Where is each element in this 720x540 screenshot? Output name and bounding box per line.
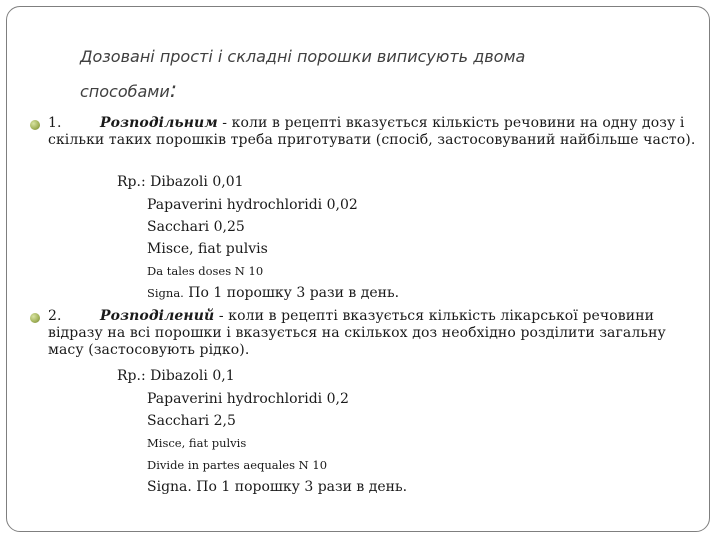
item-2-text: - коли в рецепті вказується кількість лікарської речовини відразу на всі порошки і вказується на скількох доз необхідно розділити загальну масу (застосовують рідко). <box>48 308 666 358</box>
item-1-signa-label: Signa. <box>147 286 184 300</box>
item-2-signa: Signa. По 1 порошку 3 рази в день. <box>147 479 408 495</box>
bullet-icon-1 <box>30 120 40 130</box>
item-2-ingredient: Sacchari 2,5 <box>147 413 236 429</box>
title-line-2: способами <box>80 82 170 101</box>
item-1-paragraph <box>48 115 700 149</box>
bullet-icon-2 <box>30 313 40 323</box>
item-2-rx: Rp.: Dibazoli 0,1 <box>117 368 235 384</box>
title-colon: : <box>169 78 178 103</box>
item-2-term: Розподілений <box>100 308 215 324</box>
item-1-da-tales: Da tales doses N 10 <box>147 264 264 278</box>
item-2-divide: Divide in partes aequales N 10 <box>147 458 328 472</box>
item-2-number: 2. <box>48 308 62 324</box>
item-1-number: 1. <box>48 115 62 131</box>
item-1-rx: Rp.: Dibazoli 0,01 <box>117 174 244 190</box>
item-1-text: - коли в рецепті вказується кількість речовини на одну дозу і скільки таких порошків треба приготувати (спосіб, застосовуваний найбільше часто). <box>48 115 696 148</box>
item-2-ingredient: Papaverini hydrochloridi 0,2 <box>147 391 349 407</box>
item-1-signa <box>147 283 399 303</box>
item-1-ingredient: Papaverini hydrochloridi 0,02 <box>147 197 358 213</box>
item-2-paragraph <box>48 308 700 359</box>
title-line-1: Дозовані прості і складні порошки виписують двома <box>80 47 526 66</box>
item-1-ingredient: Misce, fiat pulvis <box>147 241 268 257</box>
item-2-misce: Misce, fiat pulvis <box>147 436 247 450</box>
item-1-ingredient: Sacchari 0,25 <box>147 219 245 235</box>
item-1-term: Розподільним <box>100 115 218 131</box>
slide-title <box>80 40 680 109</box>
item-1-signa-text: По 1 порошку 3 рази в день. <box>183 285 400 301</box>
